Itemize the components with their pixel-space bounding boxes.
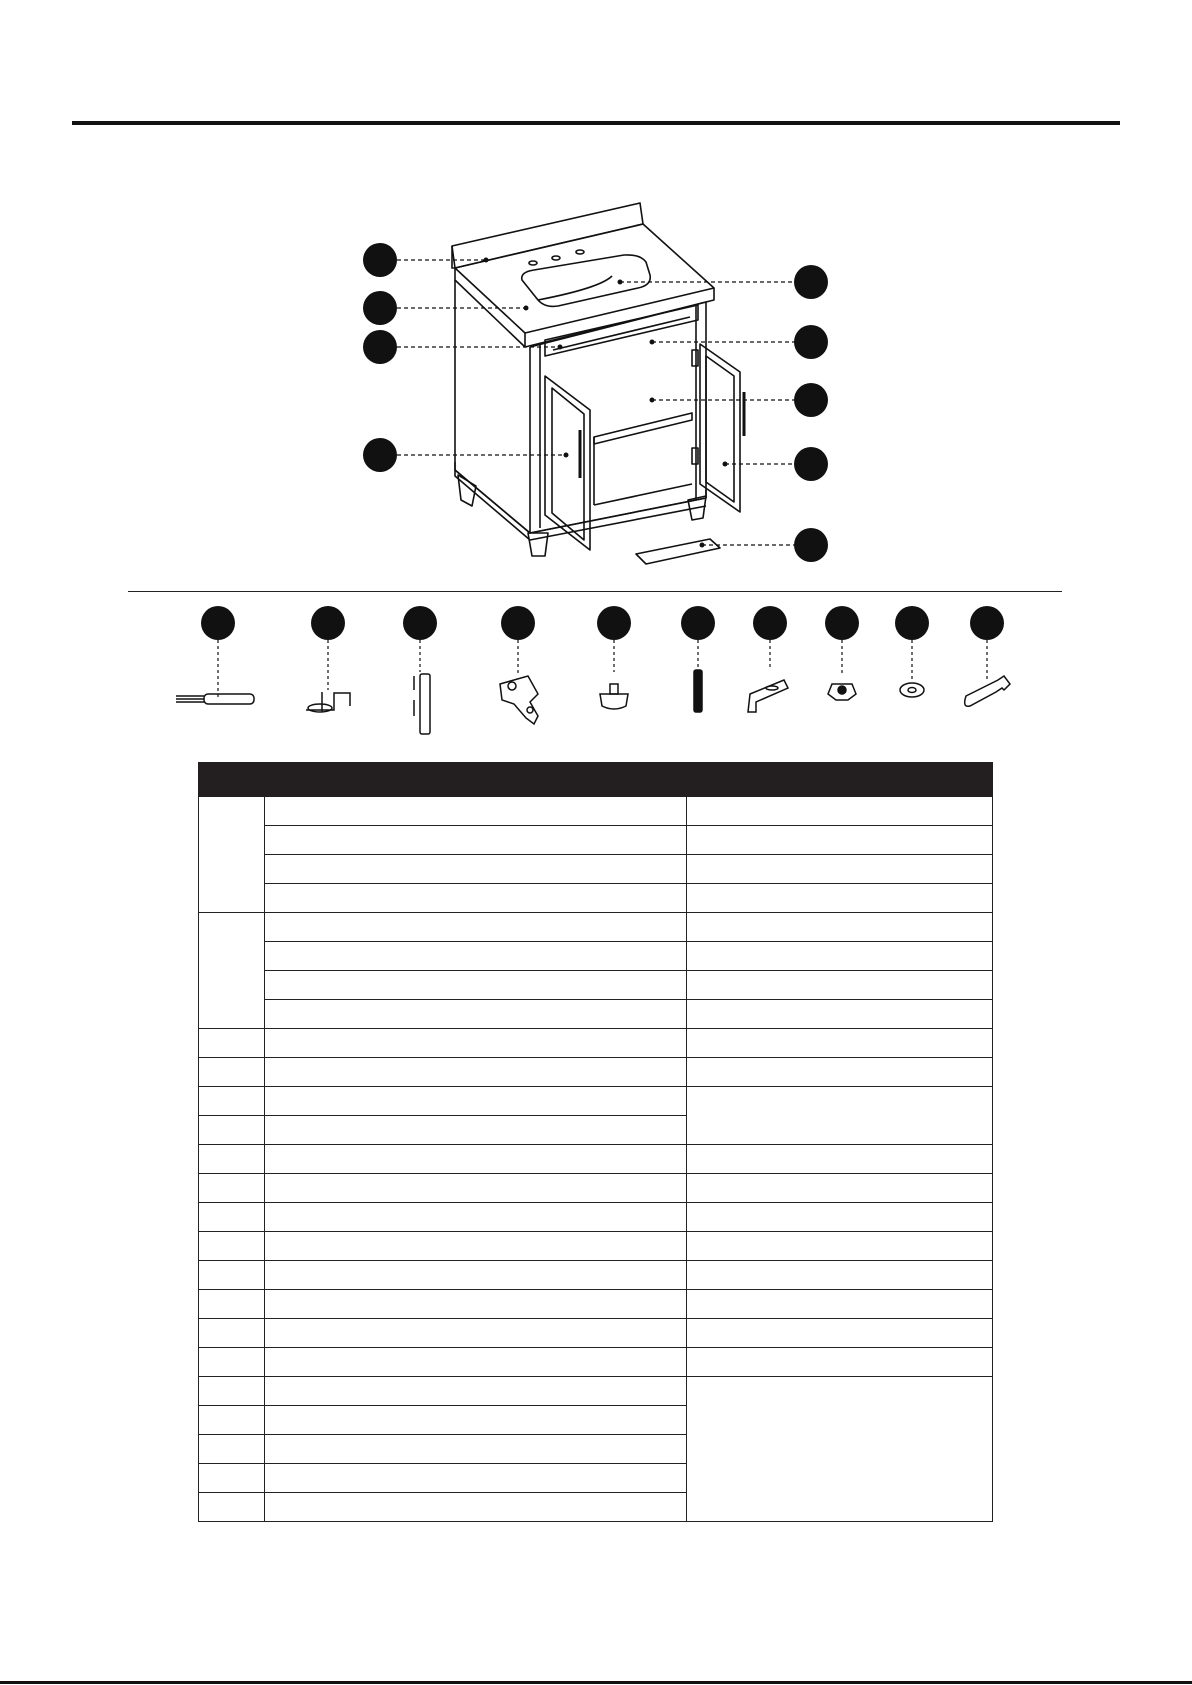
table-row <box>199 913 993 942</box>
table-row <box>199 797 993 826</box>
drawer-slide-bracket-icon <box>414 674 430 734</box>
col-header-quantity <box>687 763 993 797</box>
dowel-pin-icon <box>176 694 254 704</box>
leveling-foot-icon <box>600 684 628 709</box>
table-row <box>199 1145 993 1174</box>
table-row <box>199 1290 993 1319</box>
washer-icon <box>900 683 924 697</box>
callout-bubble <box>363 330 397 364</box>
base-rail <box>455 470 706 533</box>
table-row <box>199 1319 993 1348</box>
hardware-bubble <box>753 606 787 640</box>
table-row <box>199 1348 993 1377</box>
hardware-bubble <box>311 606 345 640</box>
cam-bolt-icon <box>306 692 350 712</box>
rod-icon <box>694 670 702 712</box>
callout-bubble <box>794 325 828 359</box>
parts-table <box>198 762 993 1522</box>
table-row <box>199 1203 993 1232</box>
callout-bubble <box>363 438 397 472</box>
callout-bubble <box>794 447 828 481</box>
callout-bubble <box>363 291 397 325</box>
table-row <box>199 884 993 913</box>
table-row <box>199 1058 993 1087</box>
hardware-bubble <box>895 606 929 640</box>
footer-rule <box>0 1681 1192 1684</box>
hardware-bubble <box>681 606 715 640</box>
backsplash <box>452 203 643 268</box>
drawer-front <box>545 305 698 356</box>
hinge-icon <box>500 676 538 724</box>
leg-back-left <box>458 475 476 506</box>
callout-bubble <box>794 265 828 299</box>
hardware-bubble <box>970 606 1004 640</box>
callout-bubble <box>794 528 828 562</box>
col-header-part <box>199 763 265 797</box>
table-header-row <box>199 763 993 797</box>
table-row <box>199 855 993 884</box>
cabinet-left-side <box>455 280 530 533</box>
table-row <box>199 826 993 855</box>
shelf <box>594 413 692 444</box>
l-bracket-icon <box>748 680 788 712</box>
nut-icon <box>828 684 856 700</box>
hardware-bubble <box>501 606 535 640</box>
table-row <box>199 971 993 1000</box>
callout-bubble <box>363 243 397 277</box>
hardware-bubble <box>825 606 859 640</box>
table-row <box>199 1232 993 1261</box>
table-row <box>199 1377 993 1406</box>
table-row <box>199 1000 993 1029</box>
wrench-icon <box>965 676 1010 706</box>
bottom-panel <box>636 539 720 564</box>
table-row <box>199 1261 993 1290</box>
parts-diagram <box>0 0 1192 760</box>
hardware-bubble <box>201 606 235 640</box>
table-row <box>199 942 993 971</box>
table-row <box>199 1087 993 1116</box>
col-header-description <box>265 763 687 797</box>
hardware-bubble <box>597 606 631 640</box>
hardware-bubble <box>403 606 437 640</box>
callout-bubble <box>794 383 828 417</box>
table-row <box>199 1174 993 1203</box>
section-divider <box>128 591 1062 592</box>
table-row <box>199 1029 993 1058</box>
